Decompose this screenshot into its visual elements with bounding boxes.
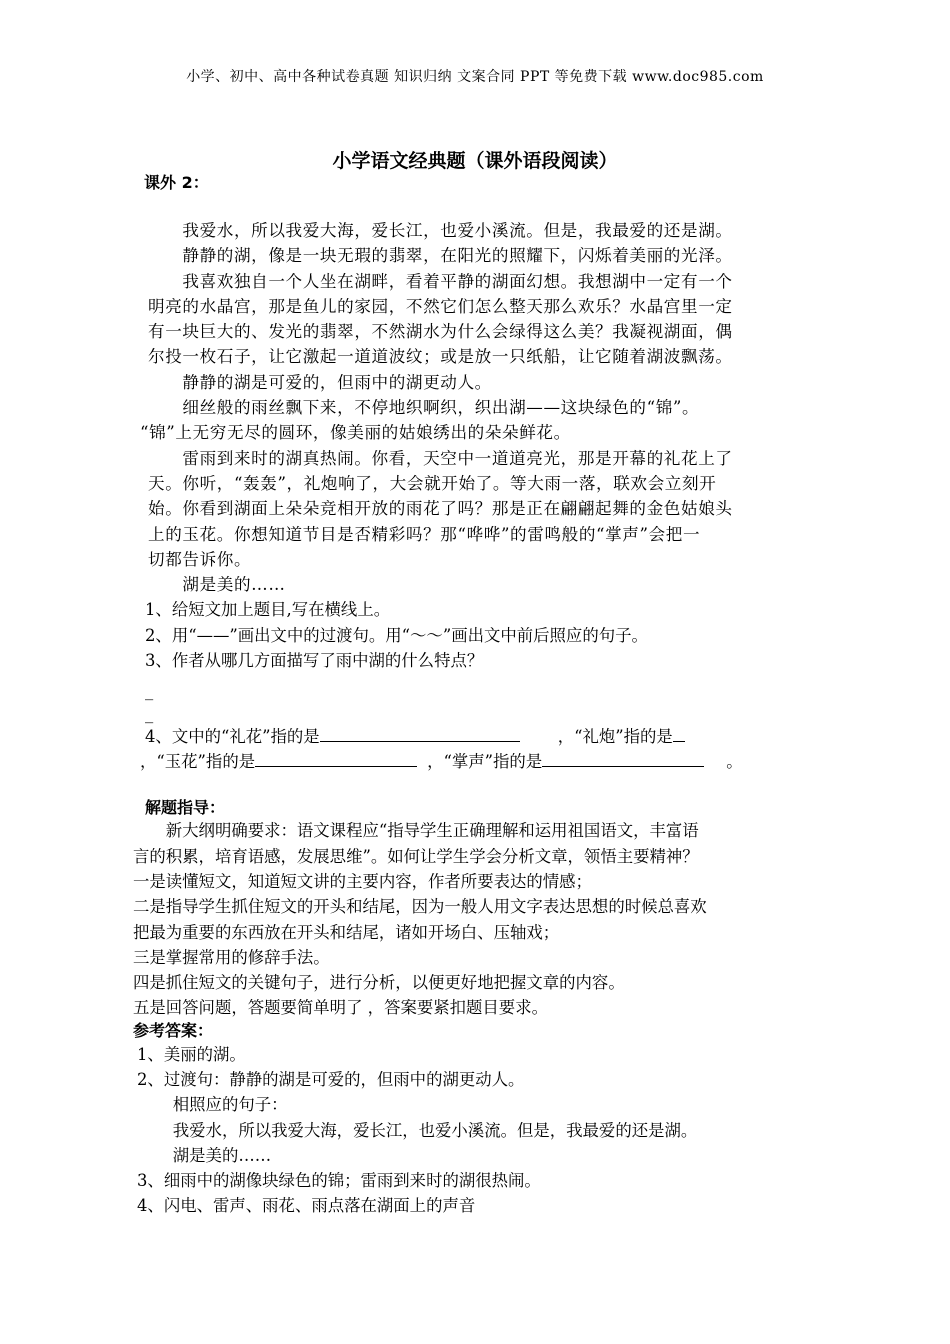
question-4-text: ，“掌声”指的是	[427, 752, 543, 771]
passage-line: 雷雨到来时的湖真热闹。你看，天空中一道道亮光，那是开幕的礼花上了	[148, 449, 733, 468]
passage-line: 始。你看到湖面上朵朵竞相开放的雨花了吗？那是正在翩翩起舞的金色姑娘头	[148, 499, 733, 518]
answer-blank	[320, 724, 520, 742]
passage-line: 细丝般的雨丝飘下来，不停地织啊织，织出湖——这块绿色的“锦”。	[148, 398, 700, 417]
question-4-text: 。	[726, 752, 743, 771]
answer-blank-line: _	[145, 704, 154, 723]
passage-line: 我爱水，所以我爱大海，爱长江，也爱小溪流。但是，我最爱的还是湖。	[148, 221, 733, 240]
passage-line: 天。你听，“轰轰”，礼炮响了，大会就开始了。等大雨一落，联欢会立刻开	[148, 474, 717, 493]
passage-line: “锦”上无穷无尽的圆环，像美丽的姑娘绣出的朵朵鲜花。	[140, 423, 571, 442]
question-4-text: ，“礼炮”指的是	[557, 727, 673, 746]
passage-line: 切都告诉你。	[148, 550, 252, 569]
guidance-line: 新大纲明确要求：语文课程应“指导学生正确理解和运用祖国语文，丰富语	[133, 821, 699, 840]
guidance-line: 把最为重要的东西放在开头和结尾，诸如开场白、压轴戏；	[133, 923, 560, 942]
passage-line: 上的玉花。你想知道节目是否精彩吗？那“哗哗”的雷鸣般的“掌声”会把一	[148, 525, 701, 544]
answer-line: 2、过渡句：静静的湖是可爱的，但雨中的湖更动人。	[137, 1070, 525, 1089]
question-4-text: ，“玉花”指的是	[140, 752, 256, 771]
answer-blank-line: _	[145, 681, 154, 700]
document-title: 小学语文经典题（课外语段阅读）	[332, 150, 618, 172]
passage-line: 湖是美的……	[148, 575, 286, 594]
answer-line: 我爱水，所以我爱大海，爱长江，也爱小溪流。但是，我最爱的还是湖。	[140, 1121, 698, 1140]
answer-blank	[255, 749, 417, 767]
page-header: 小学、初中、高中各种试卷真题 知识归纳 文案合同 PPT 等免费下载 www.doc985.com	[186, 69, 764, 85]
guidance-line: 四是抓住短文的关键句子，进行分析，以便更好地把握文章的内容。	[133, 973, 625, 992]
answer-blank	[542, 749, 704, 767]
answers-heading: 参考答案：	[133, 1021, 214, 1040]
question-4-cont	[140, 749, 743, 773]
guidance-line: 五是回答问题，答题要简单明了 ，答案要紧扣题目要求。	[133, 998, 548, 1017]
passage-line: 明亮的水晶宫，那是鱼儿的家园，不然它们怎么整天那么欢乐？水晶宫里一定	[148, 297, 733, 316]
guidance-line: 二是指导学生抓住短文的开头和结尾，因为一般人用文字表达思想的时候总喜欢	[133, 897, 707, 916]
answer-line: 4、闪电、雷声、雨花、雨点落在湖面上的声音	[137, 1196, 476, 1215]
question-4	[145, 724, 685, 748]
section-label: 课外 2：	[144, 173, 209, 192]
question-3: 3、作者从哪几方面描写了雨中湖的什么特点？	[145, 651, 484, 670]
guidance-heading: 解题指导：	[145, 798, 226, 817]
answer-blank	[673, 724, 685, 742]
answer-line: 3、细雨中的湖像块绿色的锦；雷雨到来时的湖很热闹。	[137, 1171, 541, 1190]
answer-line: 相照应的句子：	[140, 1095, 288, 1114]
question-4-text: 4、文中的“礼花”指的是	[145, 727, 320, 746]
passage-line: 静静的湖，像是一块无瑕的翡翠，在阳光的照耀下，闪烁着美丽的光泽。	[148, 246, 733, 265]
question-2: 2、用“——”画出文中的过渡句。用“～～”画出文中前后照应的句子。	[145, 626, 648, 645]
passage-line: 有一块巨大的、发光的翡翠，不然湖水为什么会绿得这么美？我凝视湖面，偶	[148, 322, 733, 341]
passage-line: 我喜欢独自一个人坐在湖畔，看着平静的湖面幻想。我想湖中一定有一个	[148, 272, 733, 291]
passage-line: 静静的湖是可爱的，但雨中的湖更动人。	[148, 373, 492, 392]
guidance-line: 三是掌握常用的修辞手法。	[133, 948, 330, 967]
answer-line: 1、美丽的湖。	[137, 1045, 246, 1064]
question-1: 1、给短文加上题目,写在横线上。	[145, 600, 391, 619]
guidance-line: 一是读懂短文，知道短文讲的主要内容，作者所要表达的情感；	[133, 872, 592, 891]
passage-line: 尔投一枚石子，让它激起一道道波纹；或是放一只纸船，让它随着湖波飘荡。	[148, 347, 733, 366]
answer-line: 湖是美的……	[140, 1146, 272, 1165]
guidance-line: 言的积累，培育语感，发展思维”。如何让学生学会分析文章，领悟主要精神？	[133, 847, 699, 866]
